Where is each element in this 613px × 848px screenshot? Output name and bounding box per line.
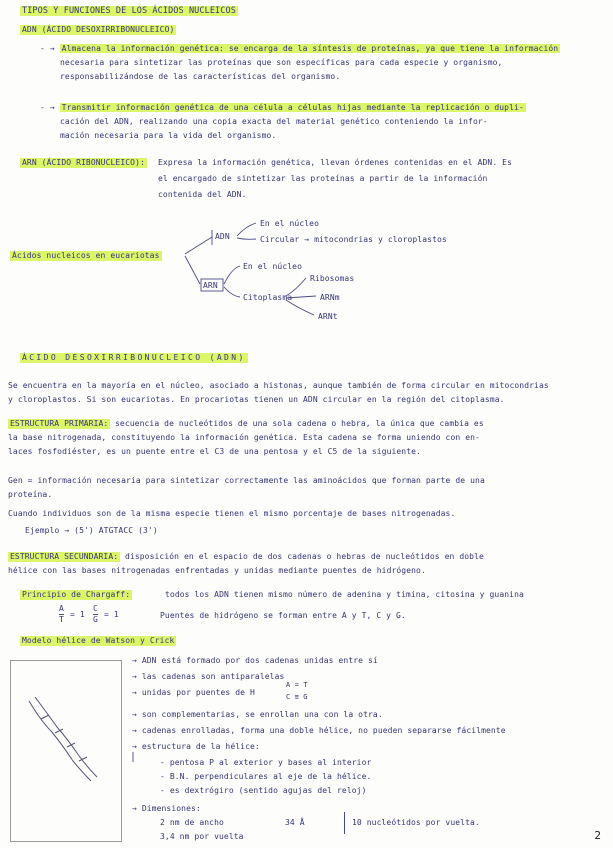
function-2-b: cación del ADN, realizando una copia exacta del material genético conteniendo la infor-: [60, 117, 488, 126]
tree-arn: ARN: [203, 281, 218, 290]
chargaff-eq-1: = 1: [70, 610, 85, 619]
same-species-note: Cuando individuos son de la misma especie tienen el mismo porcentaje de bases nitrogenadas.: [8, 509, 456, 518]
wc-point-4: → son complementarias, se enrollan una con la otra.: [132, 710, 383, 719]
chargaff-text-2: Puentes de hidrógeno se forman entre A y T, C y G.: [160, 611, 406, 620]
adn-heading: ADN (ÁCIDO DESOXIRRIBONUCLEICO): [22, 25, 175, 34]
primary-structure-label: ESTRUCTURA PRIMARIA:: [10, 419, 109, 428]
function-1-b: necesaria para sintetizar las proteínas que son específicas para cada especie y organismo,: [60, 58, 503, 67]
primary-structure-3: laces fosfodiéster, es un puente entre el C3 de una pentosa y el C5 de la siguiente.: [8, 447, 421, 456]
wc-point-3: → unidas por puentes de H: [132, 688, 255, 697]
wc-pair-at: A = T: [286, 681, 308, 689]
location-text-1: Se encuentra en la mayoría en el núcleo, asociado a histonas, aunque también de forma circular en mitocondrias: [8, 381, 549, 390]
wc-point-9: - es dextrógiro (sentido agujas del reloj): [160, 786, 367, 795]
section-adn-heading: ÁCIDO DESOXIRRIBONUCLEICO (ADN): [22, 353, 246, 362]
tree-adn: ADN: [215, 232, 230, 241]
example-sequence: Ejemplo → (5') ATGTACC (3'): [25, 526, 158, 535]
wc-turn: 3,4 nm por vuelta: [160, 832, 244, 841]
wc-nucleotides: 10 nucleótidos por vuelta.: [352, 818, 480, 827]
function-1: - → Almacena la información genética: se encarga de la síntesis de proteínas, ya que tiene la información: [40, 44, 559, 53]
tree-arnt: ARNt: [318, 312, 338, 321]
wc-point-5: → cadenas enrolladas, forma una doble hélice, no pueden separarse fácilmente: [132, 726, 506, 735]
arn-line-2: el encargado de sintetizar las proteínas a partir de la información: [158, 174, 488, 183]
function-2: - → Transmitir información genética de una célula a células hijas mediante la replicación o dupli-: [40, 103, 524, 112]
tree-arnm: ARNm: [320, 293, 340, 302]
primary-structure-1: secuencia de nucleótidos de una sola cadena o hebra, la única que cambia es: [115, 419, 484, 428]
tree-arn-cytoplasm: Citoplasma: [243, 293, 293, 302]
secondary-structure-2: hélice con las bases nitrogenadas enfrentadas y unidas mediante puentes de hidrógeno.: [8, 566, 426, 575]
wc-pair-cg: C ≡ G: [286, 693, 308, 701]
function-2-label: Transmitir información genética de una célula a células hijas mediante la replicación o dupli-: [61, 103, 524, 112]
wc-point-7: - pentosa P al exterior y bases al interior: [160, 758, 372, 767]
chargaff-t: T: [59, 615, 64, 624]
wc-dimensions: → Dimensiones:: [132, 804, 201, 813]
chargaff-c: C: [93, 604, 98, 613]
arn-line-3: contenida del ADN.: [158, 190, 247, 199]
gene-definition: Gen = información necesaria para sintetizar correctamente las aminoácidos que forman parte de una: [8, 476, 485, 485]
dimension-divider: [344, 812, 345, 834]
wc-point-2: → las cadenas son antiparalelas: [132, 672, 285, 681]
chargaff-a: A: [59, 604, 64, 613]
tree-adn-nucleus: En el núcleo: [260, 219, 319, 228]
watson-crick-heading: Modelo hélice de Watson y Crick: [22, 636, 175, 645]
tree-ribosomes: Ribosomas: [310, 274, 355, 283]
location-text-2: y cloroplastos. Si son eucariotas. En procariotas tienen un ADN circular en la región del citoplasma.: [8, 395, 505, 404]
wc-angstrom: 34 Å: [285, 818, 305, 827]
chargaff-label: Principio de Chargaff:: [22, 590, 131, 599]
function-1-c: responsabilizándose de las características del organismo.: [60, 72, 341, 81]
gene-definition-2: proteína.: [8, 490, 53, 499]
tree-arn-nucleus: En el núcleo: [243, 262, 302, 271]
helix-drawing: [11, 661, 121, 841]
primary-structure-2: la base nitrogenada, constituyendo la información genética. Esta cadena se forma uniendo con en-: [8, 433, 480, 442]
tree-root: Ácidos nucleicos en eucariotas: [12, 251, 160, 260]
arn-label: ARN (ÁCIDO RIBONUCLEICO):: [22, 158, 145, 167]
secondary-structure-label: ESTRUCTURA SECUNDARIA:: [10, 552, 119, 561]
chargaff-text-1: todos los ADN tienen mismo número de adenina y timina, citosina y guanina: [165, 590, 524, 599]
chargaff-g: G: [93, 615, 98, 624]
wc-point-8: - B.N. perpendiculares al eje de la hélice.: [160, 772, 372, 781]
function-1-label: Almacena la información genética: se encarga de la síntesis de proteínas, ya que tiene la información: [61, 44, 559, 53]
tree-adn-circular: Circular → mitocondrias y cloroplastos: [260, 235, 447, 244]
chargaff-eq-2: = 1: [104, 610, 119, 619]
page-title: TIPOS Y FUNCIONES DE LOS ÁCIDOS NUCLEICOS: [22, 6, 236, 16]
double-helix-sketch: [10, 660, 122, 842]
function-2-c: mación necesaria para la vida del organismo.: [60, 131, 277, 140]
wc-point-6: → estructura de la hélice:: [132, 742, 260, 751]
arn-line-1: Expresa la información genética, llevan órdenes contenidas en el ADN. Es: [158, 158, 512, 167]
secondary-structure-1: disposición en el espacio de dos cadenas o hebras de nucleótidos en doble: [125, 552, 484, 561]
page-number: 2: [594, 829, 601, 842]
wc-point-1: → ADN está formado por dos cadenas unidas entre sí: [132, 656, 378, 665]
wc-width: 2 nm de ancho: [160, 818, 224, 827]
